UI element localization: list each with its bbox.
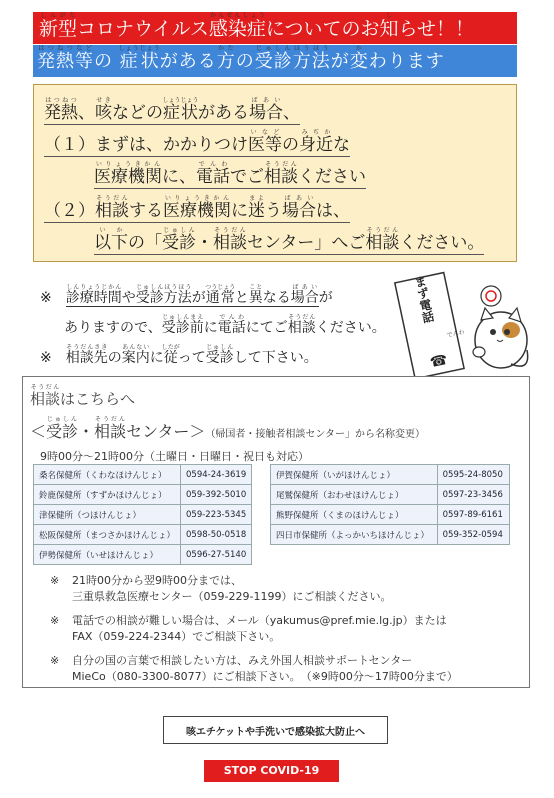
table-row <box>271 505 510 525</box>
health-center-name: 鈴鹿保健所（すずかほけんじょ） <box>34 485 181 505</box>
health-center-phone: 0596-27-5140 <box>181 545 252 565</box>
ruby-word: 変か <box>349 45 369 72</box>
health-center-phone: 059-392-5010 <box>181 485 252 505</box>
health-center-name: 津保健所（つほけんじょ） <box>34 505 181 525</box>
table-row <box>271 465 510 485</box>
health-center-phone: 059-352-0594 <box>437 525 509 545</box>
health-center-phone: 0594-24-3619 <box>181 465 252 485</box>
footnote-fax: FAX（059-224-2344）でご相談下さい。 <box>72 630 281 643</box>
cat-holding-sign-icon <box>393 268 539 388</box>
cough-etiquette-banner: 咳エチケットや手洗いで感染拡大防止へ <box>163 716 388 744</box>
ruby-word: 新型しんがた <box>39 12 78 40</box>
subtitle-banner: 発熱等はつねつなどの 症状しょうじょうがある方かたの受診方法じゅしんほうほうが変かわります <box>33 45 517 77</box>
health-center-name: 四日市保健所（よっかいちほけんじょ） <box>271 525 438 545</box>
footnote-email: ※ 電話での相談が難しい場合は、メール（yakumus@pref.mie.lg.jp）または <box>50 614 447 627</box>
cat-illustration-svg <box>393 268 539 388</box>
note-hours-differ: ※ 診療時間しんりょうじかんや受診方法じゅしんほうほうが通常つうじょうと異ことなる場合ばあいが <box>40 284 333 306</box>
sign-text: まず電話 <box>411 274 436 325</box>
ruby-word: 受診方法じゅしんほうほう <box>254 45 331 72</box>
notice-line-step2: （２）相談そうだんする医療機関いりょうきかんに迷まよう場合ばあいは、 <box>44 195 350 221</box>
table-row <box>34 505 252 525</box>
center-hours: 9時00分～21時00分（土曜日・日曜日・祝日も対応） <box>40 450 309 463</box>
notice-line-step1: （１）まずは、かかりつけ医等いなどの身近みぢかな <box>44 129 350 155</box>
health-center-phone: 0597-23-3456 <box>437 485 509 505</box>
ruby-word: 感染症かんせんしょう <box>208 12 266 40</box>
footnote-night: ※ 21時00分から翌9時00分までは、 <box>50 574 242 587</box>
table-row <box>271 525 510 545</box>
health-center-phone: 0598-50-0518 <box>181 525 252 545</box>
note-follow-guidance: ※ 相談先そうだんさきの案内あんないに従したがって受診じゅしんして下さい。 <box>40 344 318 366</box>
table-row <box>34 485 252 505</box>
health-center-table-right <box>270 464 510 545</box>
consultation-heading: 相談そうだんはこちらへ <box>30 384 136 408</box>
footnote-night-center: 三重県救急医療センター（059-229-1199）にご相談ください。 <box>72 590 392 603</box>
table-row <box>271 485 510 505</box>
health-center-phone: 0595-24-8050 <box>437 465 509 485</box>
notice-box <box>33 84 517 262</box>
health-center-phone: 0597-89-6161 <box>437 505 509 525</box>
title-text: らせ！！ <box>398 18 474 40</box>
stop-covid-badge: STOP COVID-19 <box>204 760 339 782</box>
notice-line-symptoms: 発熱はつねつ、咳せきなどの症状しょうじょうがある場合ばあい、 <box>44 97 301 123</box>
ruby-word: 方かた <box>216 45 236 72</box>
ruby-word: 発熱等はつねつなど <box>37 45 94 72</box>
consultation-center-name: ＜受診じゅしん・相談そうだんセンター＞（帰国者・接触者相談センター」から名称変更） <box>30 416 426 441</box>
notice-line-step1-detail: 医療機関いりょうきかんに、電話でんわでご相談そうだんください <box>94 161 366 187</box>
health-center-phone: 059-223-5345 <box>181 505 252 525</box>
ruby-word: 知し <box>379 12 399 40</box>
title-text: についてのお <box>265 18 380 40</box>
table-row <box>34 545 252 565</box>
health-center-name: 松阪保健所（まつさかほけんじょ） <box>34 525 181 545</box>
health-center-name: 伊賀保健所（いがほけんじょ） <box>271 465 438 485</box>
footnote-foreign-language: ※ 自分の国の言葉で相談したい方は、みえ外国人相談サポートセンター <box>50 654 413 667</box>
health-center-name: 伊勢保健所（いせほけんじょ） <box>34 545 181 565</box>
title-text: コロナウイルス <box>77 18 209 40</box>
note-mark: ※ <box>40 290 52 306</box>
phone-icon: ☎ <box>428 351 450 372</box>
ruby-word: 症状しょうじょう <box>118 45 161 72</box>
note-call-before: ありますので、受診前じゅしんまえに電話でんわにてご相談そうだんください。 <box>64 314 386 336</box>
health-center-name: 桑名保健所（くわなほけんじょ） <box>34 465 181 485</box>
footnote-mieco: MieCo（080-3300-8077）にご相談下さい。 （※9時00分～17時00分まで） <box>72 670 458 683</box>
notice-line-step2-detail: 以下いかの「受診じゅしん・相談そうだんセンター」へご相談そうだんください。 <box>94 227 485 253</box>
sign-ruby: でんわ <box>446 328 466 340</box>
table-row <box>34 525 252 545</box>
health-center-name: 熊野保健所（くまのほけんじょ） <box>271 505 438 525</box>
title-banner <box>33 12 517 44</box>
table-row <box>34 465 252 485</box>
health-center-name: 尾鷲保健所（おわせほけんじょ） <box>271 485 438 505</box>
health-center-table-left <box>33 464 252 565</box>
center-rename-note: （帰国者・接触者相談センター」から名称変更） <box>205 429 426 440</box>
